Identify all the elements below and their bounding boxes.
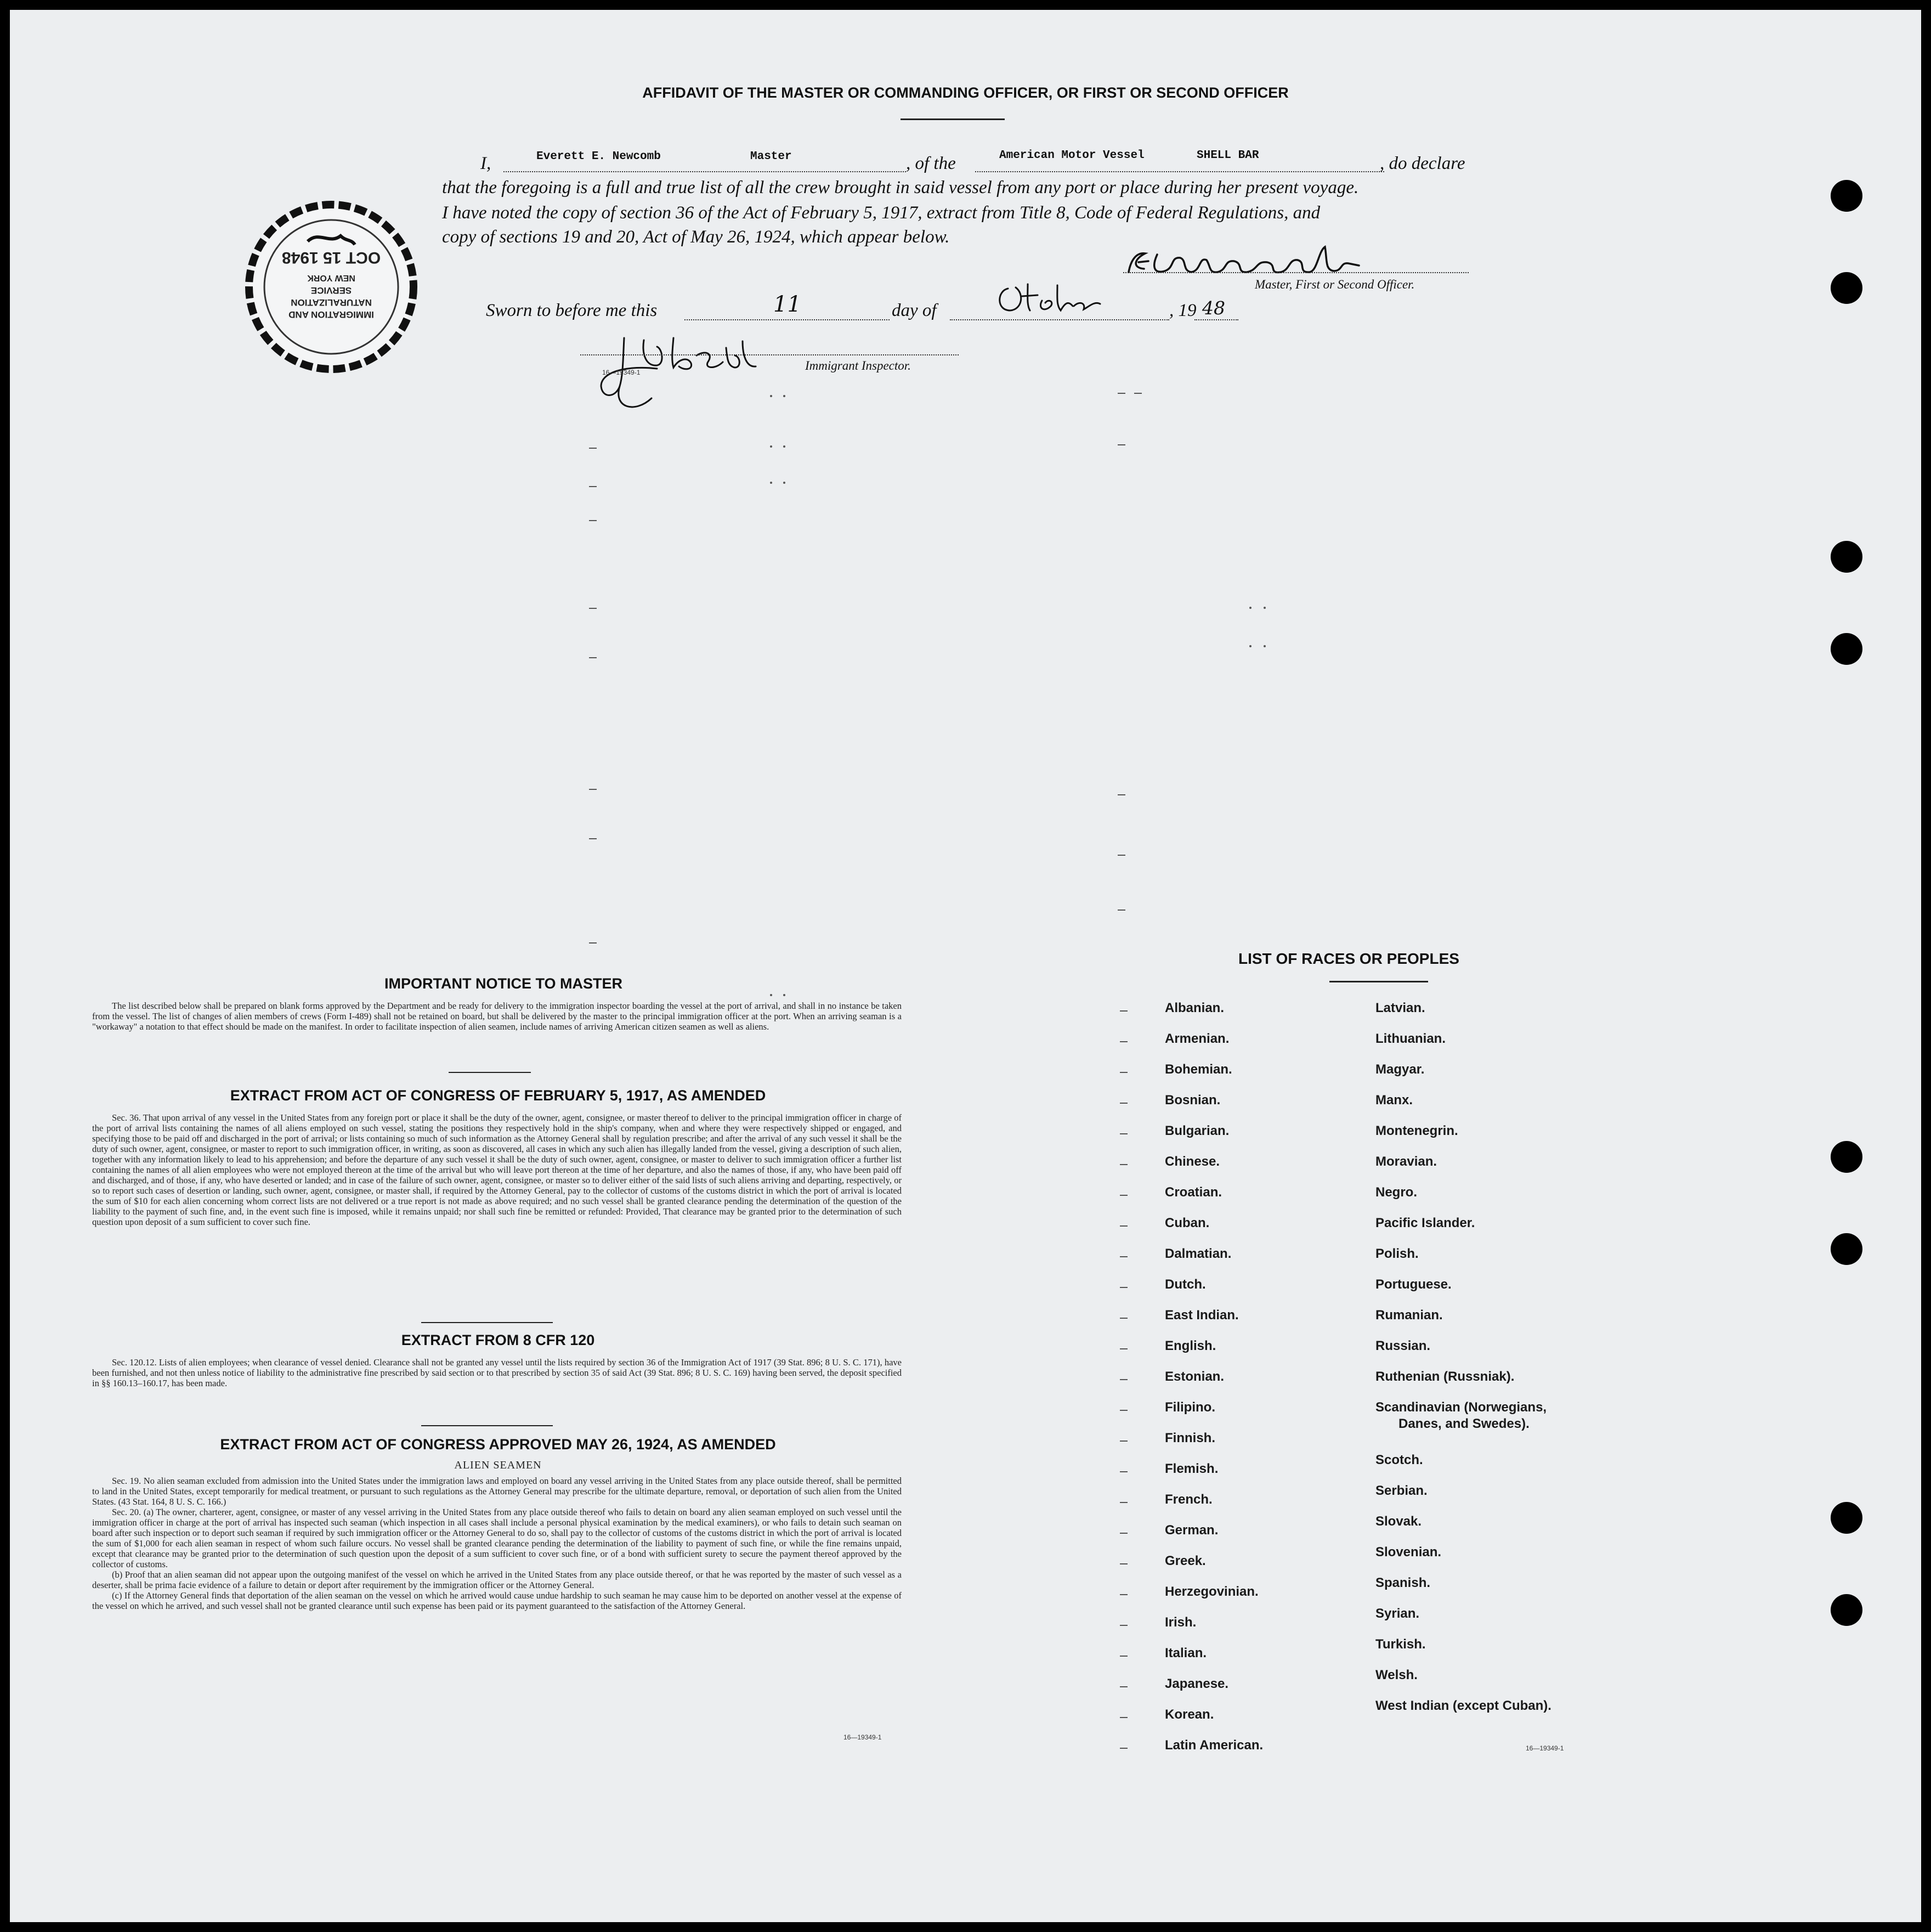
binder-hole: [1831, 1594, 1862, 1626]
column-mark: [589, 838, 597, 839]
column-mark: [770, 445, 772, 448]
vessel-type: American Motor Vessel: [999, 149, 1145, 162]
race-item: Lithuanian.: [1375, 1031, 1446, 1046]
extract-1917-title: EXTRACT FROM ACT OF CONGRESS OF FEBRUARY 5, 1917, AS AMENDED: [230, 1087, 766, 1104]
declaration-line-2: that the foregoing is a full and true list of all the crew brought in said vessel from any port or place during her present voyage.: [442, 178, 1359, 197]
notice-text: [92, 1001, 902, 1032]
naturalization-stamp-seal: [236, 192, 426, 382]
column-mark: [770, 482, 772, 484]
affidavit-form-number: 16—19349-1: [602, 369, 641, 376]
race-item: Finnish.: [1165, 1431, 1215, 1445]
sworn-year: 48: [1202, 297, 1225, 319]
race-tick-mark: [1120, 1225, 1128, 1227]
column-mark: [1118, 444, 1125, 445]
extract-1924-text: [92, 1476, 902, 1611]
race-tick-mark: [1120, 1133, 1128, 1134]
section-divider: [421, 1322, 553, 1323]
extract-form-number: 16—19349-1: [843, 1733, 882, 1741]
svg-text:NATURALIZATION: NATURALIZATION: [291, 297, 372, 308]
column-mark: [589, 486, 597, 487]
column-mark: [783, 994, 785, 996]
race-item: Manx.: [1375, 1093, 1413, 1108]
declaration-line-3: I have noted the copy of section 36 of the Act of February 5, 1917, extract from Title 8, Code of Federal Regulations, and: [442, 203, 1321, 223]
race-item: Magyar.: [1375, 1062, 1425, 1077]
do-declare-text: , do declare: [1380, 154, 1465, 173]
race-item: Ruthenian (Russniak).: [1375, 1369, 1515, 1384]
column-mark: [589, 448, 597, 449]
race-item: Slovak.: [1375, 1514, 1422, 1529]
race-item: Korean.: [1165, 1707, 1214, 1722]
section-divider: [421, 1425, 553, 1426]
sworn-month-blank: [950, 319, 1169, 320]
inspector-caption: Immigrant Inspector.: [805, 359, 911, 372]
svg-text:NEW YORK: NEW YORK: [307, 273, 355, 283]
column-mark: [1249, 645, 1252, 647]
sworn-year-prefix: , 19: [1169, 301, 1197, 320]
section-divider: [449, 1072, 531, 1073]
race-item: Latin American.: [1165, 1738, 1264, 1753]
extract-1924-title: EXTRACT FROM ACT OF CONGRESS APPROVED MAY 26, 1924, AS AMENDED: [220, 1436, 776, 1453]
column-mark: [589, 657, 597, 658]
race-item: Bosnian.: [1165, 1093, 1221, 1108]
race-tick-mark: [1120, 1164, 1128, 1165]
extract-cfr-text: [92, 1357, 902, 1388]
column-mark: [1264, 645, 1266, 647]
column-mark: [589, 608, 597, 609]
race-item: Latvian.: [1375, 1001, 1425, 1015]
race-item: Dutch.: [1165, 1277, 1206, 1292]
race-item: Armenian.: [1165, 1031, 1230, 1046]
column-mark: [1249, 607, 1252, 609]
stamp-date: OCT 15 1948: [281, 248, 381, 267]
race-tick-mark: [1120, 1748, 1128, 1749]
race-item: Cuban.: [1165, 1216, 1210, 1230]
race-item: Welsh.: [1375, 1668, 1418, 1682]
race-tick-mark: [1120, 1686, 1128, 1687]
column-mark: [1118, 855, 1125, 856]
svg-text:IMMIGRATION AND: IMMIGRATION AND: [288, 309, 374, 320]
races-form-number: 16—19349-1: [1526, 1744, 1564, 1752]
races-title: LIST OF RACES OR PEOPLES: [1238, 950, 1459, 967]
race-item: Chinese.: [1165, 1154, 1220, 1169]
race-item: Bohemian.: [1165, 1062, 1232, 1077]
section-120-12-paragraph: Sec. 120.12. Lists of alien employees; when clearance of vessel denied. Clearance shall not be granted any vessel until the lists required by section 36 of the Immigration Act of 1917 (39 Stat. 896; 8 U. S. C. 171), have been furnished, and not then unless notice of liability to the administrative fine prescribed by said section or to that prescribed by section 35 of said Act (39 Stat. 896; 8 U. S. C. 169) having been served, the deposit specified in §§ 160.13–160.17, has been made.: [92, 1357, 902, 1388]
inspector-signature-line: [580, 354, 959, 355]
section-20c-paragraph: (c) If the Attorney General finds that deportation of the alien seaman on the vessel on which he arrived would cause undue hardship to such seaman he may cause him to be deported on another vessel at the expense of the vessel on which he arrived, and such vessel shall not be granted clearance until such expense has been paid or its payment guaranteed to the satisfaction of the Attorney General.: [92, 1590, 902, 1611]
races-title-divider: [1329, 981, 1428, 982]
race-item: Greek.: [1165, 1553, 1206, 1568]
column-mark: [589, 520, 597, 521]
race-item: Dalmatian.: [1165, 1246, 1232, 1261]
column-mark: [1118, 393, 1125, 394]
column-mark: [783, 482, 785, 484]
extract-cfr-title: EXTRACT FROM 8 CFR 120: [401, 1332, 595, 1348]
signature-line: [1123, 272, 1469, 273]
race-item: German.: [1165, 1523, 1219, 1538]
title-divider: [901, 118, 1005, 120]
column-mark: [1118, 794, 1125, 795]
race-tick-mark: [1120, 1502, 1128, 1503]
race-item: Croatian.: [1165, 1185, 1222, 1200]
binder-hole: [1831, 1233, 1862, 1265]
binder-hole: [1831, 541, 1862, 573]
column-mark: [783, 445, 785, 448]
document-page: [10, 10, 1921, 1922]
race-item: Irish.: [1165, 1615, 1197, 1630]
race-item: Danes, and Swedes).: [1398, 1416, 1530, 1431]
race-item: Pacific Islander.: [1375, 1216, 1475, 1230]
affidavit-i: I,: [480, 154, 491, 173]
column-mark: [1134, 393, 1142, 394]
race-item: Scandinavian (Norwegians,: [1375, 1400, 1547, 1415]
extract-1917-text: [92, 1112, 902, 1227]
notice-title: IMPORTANT NOTICE TO MASTER: [384, 975, 622, 992]
notice-paragraph: The list described below shall be prepared on blank forms approved by the Department and be ready for delivery to the immigration inspector boarding the vessel at the port of arrival, and shall in no instance be taken from the vessel. The list of changes of alien members of crews (Form I-489) shall not be retained on board, but shall be delivered by the master to the principal immigration officer at the port. When an arriving seaman is a "workaway" a notation to that effect should be made on the manifest. In order to facilitate inspection of alien seamen, include names of arriving American citizen seamen as well as aliens.: [92, 1001, 902, 1032]
race-item: Portuguese.: [1375, 1277, 1452, 1292]
race-tick-mark: [1120, 1010, 1128, 1012]
column-mark: [770, 395, 772, 397]
of-the-text: , of the: [906, 154, 956, 173]
race-tick-mark: [1120, 1440, 1128, 1442]
binder-hole: [1831, 633, 1862, 665]
race-item: Japanese.: [1165, 1676, 1229, 1691]
section-20b-paragraph: (b) Proof that an alien seaman did not appear upon the outgoing manifest of the vessel on which he arrived in the United States from any place outside thereof, or that he was reported by the master of such vessel as a deserter, shall be prima facie evidence of a failure to detain or deport after requirement by the immigration officer or the Attorney General.: [92, 1569, 902, 1590]
binder-hole: [1831, 1502, 1862, 1534]
race-item: Italian.: [1165, 1646, 1207, 1660]
race-tick-mark: [1120, 1625, 1128, 1626]
section-36-paragraph: Sec. 36. That upon arrival of any vessel in the United States from any foreign port or place it shall be the duty of the owner, agent, consignee, or master thereof to deliver to the principal immigration officer in charge of the port of arrival lists containing the names of all aliens employed on such vessel, stating the positions they respectively hold in the ship's company, when and where they were respectively shipped or engaged, and specifying those to be paid off and discharged in the port of arrival; or lists containing so much of such information as the Attorney General shall by regulation prescribe; and after the arrival of any such vessel it shall be the duty of such owner, agent, consignee, or master to report to such immigration officer, in writing, as soon as discovered, all cases in which any such alien has illegally landed from the vessel, giving a description of such alien, together with any information likely to lead to his apprehension; and before the departure of any such vessel it shall be the duty of such owner, agent, consignee, or master to deliver to such immigration officer a further list containing the names of all alien employees who were not employed thereon at the time of the arrival but who will leave port thereon at the time of her departure, and also the names of those, if any, who have been paid off and discharged, and of those, if any, who have deserted or landed; and in case of the failure of such owner, agent, consignee, or master so to deliver either of the said lists of such aliens arriving and departing, respectively, or so to report such cases of desertion or landing, such owner, agent, consignee, or master shall, if required by the Attorney General, pay to the collector of customs of the customs district in which the port of arrival is located the sum of $10 for each alien concerning whom correct lists are not delivered or a true report is not made as above required; and no such vessel shall be granted clearance pending the determination of the question of the liability to the payment of such fine, and, in the event such fine is imposed, while it remains unpaid; nor shall such fine be remitted or refunded: Provided, That clearance may be granted prior to the determination of such question upon deposit of a sum sufficient to cover such fine.: [92, 1112, 902, 1227]
race-item: English.: [1165, 1338, 1216, 1353]
race-item: French.: [1165, 1492, 1213, 1507]
race-item: Montenegrin.: [1375, 1123, 1458, 1138]
race-item: Moravian.: [1375, 1154, 1437, 1169]
race-tick-mark: [1120, 1256, 1128, 1257]
race-item: Albanian.: [1165, 1001, 1225, 1015]
column-mark: [783, 395, 785, 397]
race-tick-mark: [1120, 1656, 1128, 1657]
race-item: Flemish.: [1165, 1461, 1219, 1476]
race-item: Negro.: [1375, 1185, 1418, 1200]
race-item: Bulgarian.: [1165, 1123, 1230, 1138]
race-tick-mark: [1120, 1348, 1128, 1349]
race-tick-mark: [1120, 1318, 1128, 1319]
race-tick-mark: [1120, 1471, 1128, 1472]
race-item: Serbian.: [1375, 1483, 1428, 1498]
day-of-text: day of: [892, 301, 937, 320]
race-tick-mark: [1120, 1410, 1128, 1411]
race-tick-mark: [1120, 1072, 1128, 1073]
vessel-name: SHELL BAR: [1197, 149, 1259, 162]
race-item: West Indian (except Cuban).: [1375, 1698, 1551, 1713]
race-tick-mark: [1120, 1103, 1128, 1104]
vessel-blank: [975, 171, 1384, 172]
alien-seamen-subtitle: ALIEN SEAMEN: [454, 1459, 542, 1471]
race-item: East Indian.: [1165, 1308, 1239, 1323]
race-item: Rumanian.: [1375, 1308, 1443, 1323]
race-item: Slovenian.: [1375, 1545, 1442, 1560]
declaration-line-4: copy of sections 19 and 20, Act of May 26, 1924, which appear below.: [442, 227, 950, 247]
race-item: Herzegovinian.: [1165, 1584, 1259, 1599]
section-19-paragraph: Sec. 19. No alien seaman excluded from admission into the United States under the immigration laws and employed on board any vessel arriving in the United States from any place outside thereof, shall be permitted to land in the United States, except temporarily for medical treatment, or pursuant to such regulations as the Attorney General may prescribe for the ultimate departure, removal, or deportation of such alien from the United States. (43 Stat. 164, 8 U. S. C. 166.): [92, 1476, 902, 1507]
race-tick-mark: [1120, 1533, 1128, 1534]
column-mark: [589, 942, 597, 944]
column-mark: [1118, 909, 1125, 911]
race-tick-mark: [1120, 1041, 1128, 1042]
officer-name-blank: [503, 171, 906, 172]
race-tick-mark: [1120, 1287, 1128, 1288]
race-item: Polish.: [1375, 1246, 1419, 1261]
race-item: Estonian.: [1165, 1369, 1225, 1384]
race-item: Scotch.: [1375, 1453, 1423, 1467]
race-tick-mark: [1120, 1594, 1128, 1595]
sworn-day: 11: [773, 292, 801, 317]
race-tick-mark: [1120, 1563, 1128, 1564]
svg-text:SERVICE: SERVICE: [310, 285, 352, 296]
affidavit-title: AFFIDAVIT OF THE MASTER OR COMMANDING OFFICER, OR FIRST OR SECOND OFFICER: [642, 84, 1289, 101]
binder-hole: [1831, 272, 1862, 304]
signature-caption: Master, First or Second Officer.: [1255, 278, 1415, 291]
race-item: Syrian.: [1375, 1606, 1420, 1621]
race-item: Russian.: [1375, 1338, 1431, 1353]
sworn-year-blank: [1194, 319, 1238, 320]
race-tick-mark: [1120, 1379, 1128, 1380]
sworn-label: Sworn to before me this: [486, 301, 658, 320]
section-20a-paragraph: Sec. 20. (a) The owner, charterer, agent, consignee, or master of any vessel arriving in the United States from any place outside thereof who fails to detain on board any alien seaman employed on such vessel until the immigration officer in charge at the port of arrival has inspected such seaman (which inspection in all cases shall include a personal physical examination by the medical examiners), or who fails to detain such seaman on board after such inspection or to deport such seaman if required by such immigration officer or the Attorney General to do so, shall pay to the collector of customs of the customs district in which the port of arrival is located the sum of $1,000 for each alien seaman in respect of whom such failure occurs. No vessel shall be granted clearance pending the determination of the liability to payment of such fine, or while the fine remains unpaid, except that clearance may be granted prior to the determination of such question upon the deposit of a sum sufficient to cover such fine, or of a bond with sufficient surety to secure the payment thereof approved by the collector of customs.: [92, 1507, 902, 1569]
binder-hole: [1831, 180, 1862, 212]
race-tick-mark: [1120, 1717, 1128, 1718]
sworn-month-handwriting: [992, 279, 1123, 319]
race-item: Filipino.: [1165, 1400, 1215, 1415]
race-item: Spanish.: [1375, 1575, 1431, 1590]
officer-rank: Master: [750, 150, 792, 163]
column-mark: [770, 994, 772, 996]
officer-name: Everett E. Newcomb: [536, 150, 661, 163]
race-tick-mark: [1120, 1195, 1128, 1196]
binder-hole: [1831, 1141, 1862, 1173]
race-item: Turkish.: [1375, 1637, 1426, 1652]
column-mark: [589, 789, 597, 790]
inspector-signature: [591, 316, 822, 415]
column-mark: [1264, 607, 1266, 609]
